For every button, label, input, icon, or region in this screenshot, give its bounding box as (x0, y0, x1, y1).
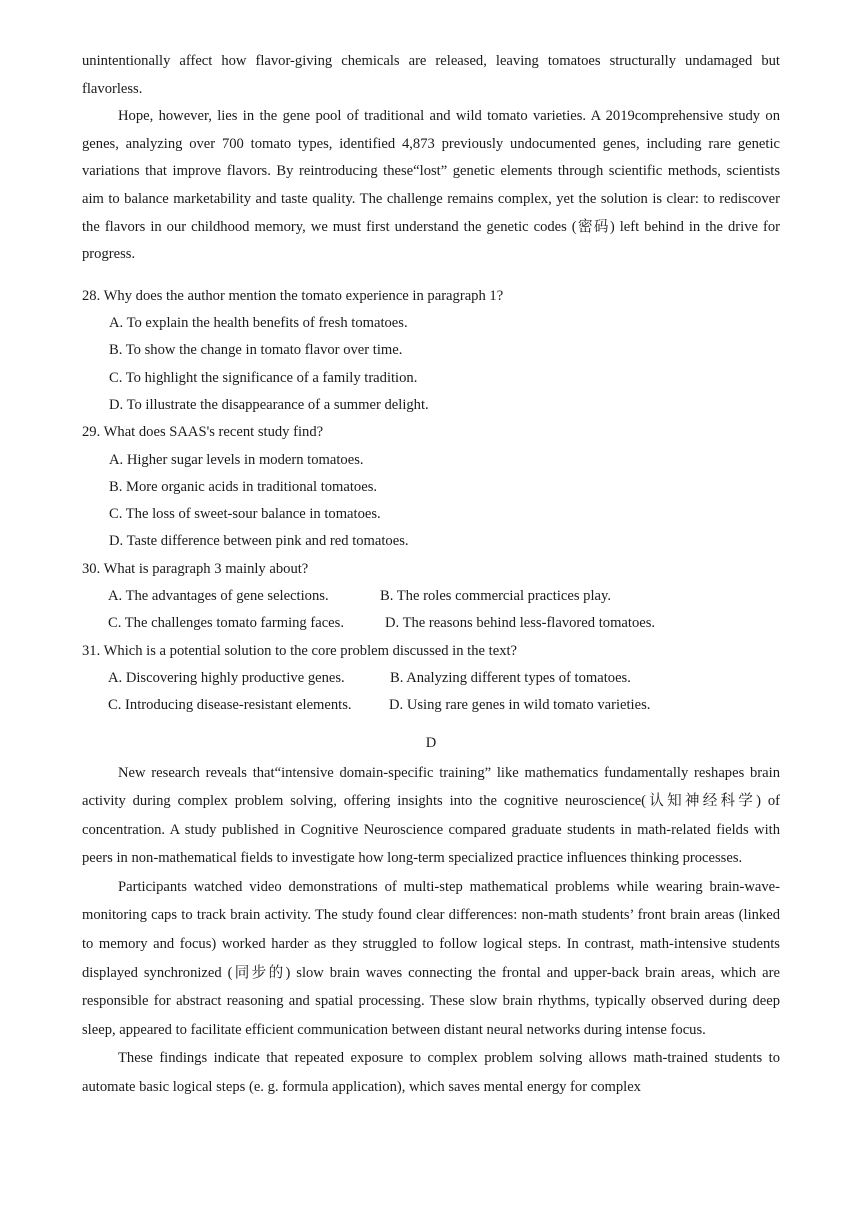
question-list (82, 283, 780, 720)
question-28 (82, 283, 780, 419)
option-a: A. To explain the health benefits of fresh tomatoes. (109, 315, 408, 332)
option-row (82, 583, 780, 610)
question-stem: 30. What is paragraph 3 mainly about? (82, 560, 309, 577)
question-29 (82, 419, 780, 555)
question-stem: 31. Which is a potential solution to the core problem discussed in the text? (82, 642, 518, 659)
exam-page (82, 48, 780, 1102)
passage-d-paragraph: Participants watched video demonstrations of multi-step mathematical problems while wearing brain-wave-monitoring caps to track brain activity. The study found clear differences: non-math students’ front brain areas (linked to memory and focus) worked harder as they struggled to follow logical steps. In contrast, math-intensive students displayed synchronized (同步的) slow brain waves connecting the frontal and upper-back brain areas, which are responsible for abstract reasoning and spatial processing. These slow brain rhythms, typically observed during deep sleep, appeared to facilitate efficient communication between distant neural networks during intense focus. (82, 878, 780, 1038)
question-stem: 28. Why does the author mention the tomato experience in paragraph 1? (82, 287, 504, 304)
option-c: C. To highlight the significance of a family tradition. (109, 369, 418, 386)
option-d: D. To illustrate the disappearance of a summer delight. (109, 396, 429, 413)
passage-c (82, 48, 780, 269)
option-c: C. Introducing disease-resistant elements. (108, 697, 352, 714)
passage-c-paragraph-continued: unintentionally affect how flavor-giving chemicals are released, leaving tomatoes structurally undamaged but flavorless. (82, 53, 780, 97)
option-row (82, 610, 780, 637)
option-b: B. Analyzing different types of tomatoes. (390, 669, 631, 686)
option-a: A. Discovering highly productive genes. (108, 669, 345, 686)
option-d: D. Using rare genes in wild tomato varieties. (389, 697, 651, 714)
passage-d (82, 729, 780, 1102)
question-30 (82, 556, 780, 638)
option-a: A. The advantages of gene selections. (108, 588, 329, 605)
option-d: D. Taste difference between pink and red tomatoes. (109, 533, 409, 550)
option-d: D. The reasons behind less-flavored tomatoes. (385, 615, 656, 632)
option-c: C. The loss of sweet-sour balance in tomatoes. (109, 506, 381, 523)
option-b: B. The roles commercial practices play. (380, 588, 611, 605)
section-heading: D (425, 734, 437, 751)
option-row (82, 665, 780, 692)
option-row (82, 692, 780, 719)
option-b: B. To show the change in tomato flavor over time. (109, 342, 403, 359)
question-stem: 29. What does SAAS's recent study find? (82, 424, 324, 441)
passage-c-paragraph: Hope, however, lies in the gene pool of traditional and wild tomato varieties. A 2019comprehensive study on genes, analyzing over 700 tomato types, identified 4,873 previously undocumented genes, including rare genetic variations that improve flavors. By reintroducing these“lost” genetic elements through scientific methods, scientists aim to balance marketability and taste quality. The challenge remains complex, yet the solution is clear: to rediscover the flavors in our childhood memory, we must first understand the genetic codes (密码) left behind in the drive for progress. (82, 108, 780, 263)
passage-d-paragraph: These findings indicate that repeated exposure to complex problem solving allows math-trained students to automate basic logical steps (e. g. formula application), which saves mental energy for complex (82, 1050, 780, 1096)
passage-d-paragraph: New research reveals that“intensive domain-specific training” like mathematics fundamentally reshapes brain activity during complex problem solving, offering insights into the cognitive neuroscience(认知神经科学) of concentration. A study published in Cognitive Neuroscience compared graduate students in math-related fields with peers in non-mathematical fields to investigate how long-term specialized practice influences thinking processes. (82, 764, 780, 867)
option-b: B. More organic acids in traditional tomatoes. (109, 478, 378, 495)
option-c: C. The challenges tomato farming faces. (108, 615, 344, 632)
option-a: A. Higher sugar levels in modern tomatoes. (109, 451, 364, 468)
question-31 (82, 638, 780, 720)
